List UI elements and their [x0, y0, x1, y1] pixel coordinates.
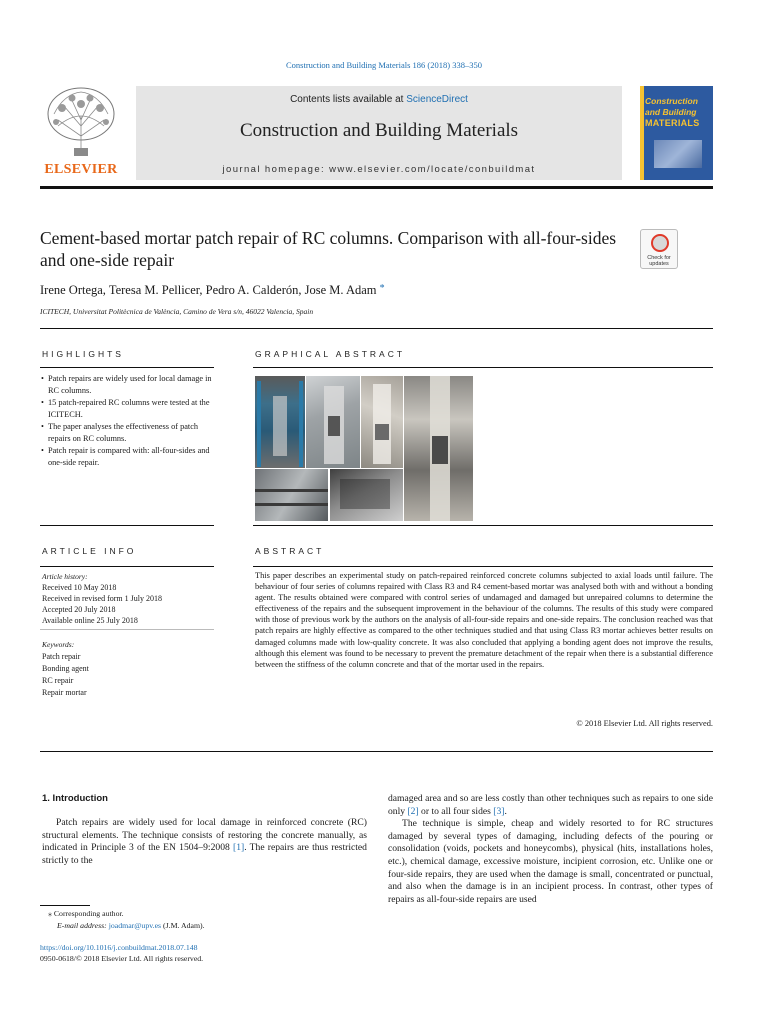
journal-citation[interactable]: Construction and Building Materials 186 (2018) 338–350	[286, 60, 482, 70]
reference-link-1[interactable]: [1]	[233, 842, 245, 854]
history-label: Article history:	[42, 572, 88, 581]
authors-text: Irene Ortega, Teresa M. Pellicer, Pedro A. Calderón, Jose M. Adam	[40, 283, 377, 297]
doi-link[interactable]: https://doi.org/10.1016/j.conbuildmat.2018.07.148	[40, 943, 198, 952]
abstract-rule	[253, 566, 713, 567]
article-info-divider	[40, 629, 214, 630]
history-item: Received 10 May 2018	[42, 583, 117, 592]
elsevier-tree-icon	[44, 86, 118, 158]
cover-title-line2: and Building	[645, 107, 697, 117]
footnote-mark: ⁎	[48, 909, 52, 918]
article-info-heading: ARTICLE INFO	[42, 546, 137, 556]
corresponding-author-mark[interactable]: *	[379, 283, 385, 294]
introduction-heading: 1. Introduction	[42, 793, 108, 804]
intro-text: Patch repairs are widely used for local damage in reinforced concrete (RC) structural elements. The technique consists of restoring the concrete manually, as indicated in Principle 3 of the EN 1504–9:2008	[42, 817, 367, 854]
highlights-heading: HIGHLIGHTS	[42, 349, 124, 359]
footnote-label: Corresponding author.	[53, 909, 124, 918]
title-rule	[40, 328, 713, 329]
intro-paragraph-2: The technique is simple, cheap and widely resorted to for RC structures damaged by several types of damaging, including defects of the pouring or consolidation (voids, pockets and honeycombs), physical (hits, installations holes, etc.), chemical damage, excessive moisture, incipient corrosion, etc. Unlike one or four-side repairs, they are used when the damage is small, concentrated or punctual, and also when the damage is in an incipient process. In contrast, other types of repairs as all-four-side repairs are used	[388, 818, 713, 905]
cover-title-line3: MATERIALS	[645, 118, 700, 128]
footnote-email-line	[48, 920, 205, 932]
email-link[interactable]: joadmar@upv.es	[108, 921, 162, 930]
highlights-list	[40, 373, 216, 469]
footnote-rule	[40, 905, 90, 906]
abstract-heading: ABSTRACT	[255, 546, 325, 556]
elsevier-logo	[40, 86, 122, 180]
email-owner: (J.M. Adam).	[163, 921, 205, 930]
check-updates-line2: updates	[649, 261, 669, 267]
highlights-bottom-rule	[40, 525, 214, 526]
cover-image	[654, 140, 702, 168]
reference-link-2[interactable]: [2]	[407, 805, 419, 817]
patch-column-photo[interactable]	[361, 376, 403, 468]
author-list	[40, 283, 385, 298]
highlights-rule	[40, 367, 214, 368]
doi-block	[40, 942, 203, 964]
intro-text: .	[504, 805, 507, 817]
graphical-abstract-rule	[253, 367, 713, 368]
cover-band	[640, 86, 644, 180]
keywords-label: Keywords:	[42, 640, 75, 649]
abstract-text: This paper describes an experimental study on patch-repaired reinforced concrete columns subjected to axial loads until failure. The behaviour of four series of columns repaired with Class R3 and R4 cement-based mortar was analysed both with and without a bonding agent. The results obtained were compared with control series of undamaged and damaged but unrepaired columns to determine the effectiveness of the repairs and the subsequent improvement in the behaviour of the columns. The results of this study were compared with those of previous work by the authors on the analysis of all-four-side repairs and one-side repairs. The conclusion reached was that patch repairs are highly effective as compared to the other techniques studied and that using Class R3 mortar achieves better results on damaged columns made with low-quality concrete. It was also concluded that applying a bonding agent does not improve the results, although this element was found to be necessary to prevent the premature detachment of the repair when there is a substantial difference between the stiffness of the column concrete and that of the mortar used in the repairs.	[255, 571, 713, 669]
journal-homepage[interactable]: journal homepage: www.elsevier.com/locate/conbuildmat	[222, 164, 536, 175]
intro-text: . The repairs are thus restricted strictly to the	[42, 842, 367, 866]
elsevier-wordmark: ELSEVIER	[44, 162, 118, 177]
header-rule	[40, 186, 713, 189]
history-item: Accepted 20 July 2018	[42, 605, 116, 614]
cover-title-line1: Construction	[645, 96, 698, 106]
history-list	[42, 582, 162, 626]
check-for-updates-badge[interactable]	[640, 229, 678, 269]
rebar-detail-photo[interactable]	[255, 469, 328, 521]
history-item: Received in revised form 1 July 2018	[42, 594, 162, 603]
cracked-surface-photo[interactable]	[330, 469, 403, 521]
graphical-abstract-heading: GRAPHICAL ABSTRACT	[255, 349, 406, 359]
issn-line: 0950-0618/© 2018 Elsevier Ltd. All rights reserved.	[40, 954, 204, 963]
article-info-rule	[40, 566, 214, 567]
journal-masthead	[136, 86, 622, 180]
keyword-item: Repair mortar	[42, 688, 87, 697]
highlight-item: • Patch repair is compared with: all-four-sides and one-side repair.	[40, 445, 216, 469]
keywords-list	[42, 651, 89, 699]
highlight-item: • 15 patch-repaired RC columns were tested at the ICITECH.	[40, 397, 216, 421]
keyword-item: Patch repair	[42, 652, 81, 661]
introduction-column-1	[42, 817, 367, 867]
reference-link-3[interactable]: [3]	[493, 805, 505, 817]
check-updates-line1: Check for	[647, 255, 671, 261]
graphical-abstract-bottom-rule	[253, 525, 713, 526]
keyword-item: Bonding agent	[42, 664, 89, 673]
contents-prefix: Contents lists available at	[290, 94, 407, 105]
journal-name: Construction and Building Materials	[239, 120, 519, 141]
sciencedirect-link[interactable]: ScienceDirect	[406, 94, 468, 105]
introduction-column-2	[388, 793, 713, 906]
affiliation: ICITECH, Universitat Politècnica de València, Camino de Vera s/n, 46022 Valencia, Spain	[40, 307, 314, 316]
keyword-item: RC repair	[42, 676, 74, 685]
intro-text: or to all four sides	[418, 805, 494, 817]
damaged-column-photo[interactable]	[306, 376, 360, 468]
test-rig-photo[interactable]	[255, 376, 305, 468]
history-item: Available online 25 July 2018	[42, 616, 138, 625]
footnote	[48, 908, 205, 932]
journal-cover[interactable]	[640, 86, 713, 180]
check-updates-text	[641, 255, 677, 267]
highlight-item: • The paper analyses the effectiveness of patch repairs on RC columns.	[40, 421, 216, 445]
article-title: Cement-based mortar patch repair of RC columns. Comparison with all-four-sides and one-side repair	[40, 228, 617, 270]
tall-column-photo[interactable]	[404, 376, 473, 521]
footnote-corresponding	[48, 908, 205, 920]
abstract-bottom-rule	[40, 751, 713, 752]
abstract-copyright: © 2018 Elsevier Ltd. All rights reserved.	[576, 719, 713, 728]
intro-text: damaged area and so are less costly than other techniques such as repairs to one side only	[388, 793, 713, 817]
check-updates-icon	[651, 234, 669, 252]
email-label: E-mail address:	[57, 921, 107, 930]
highlight-item: • Patch repairs are widely used for local damage in RC columns.	[40, 373, 216, 397]
cover-title	[645, 96, 710, 129]
contents-line	[136, 94, 622, 105]
